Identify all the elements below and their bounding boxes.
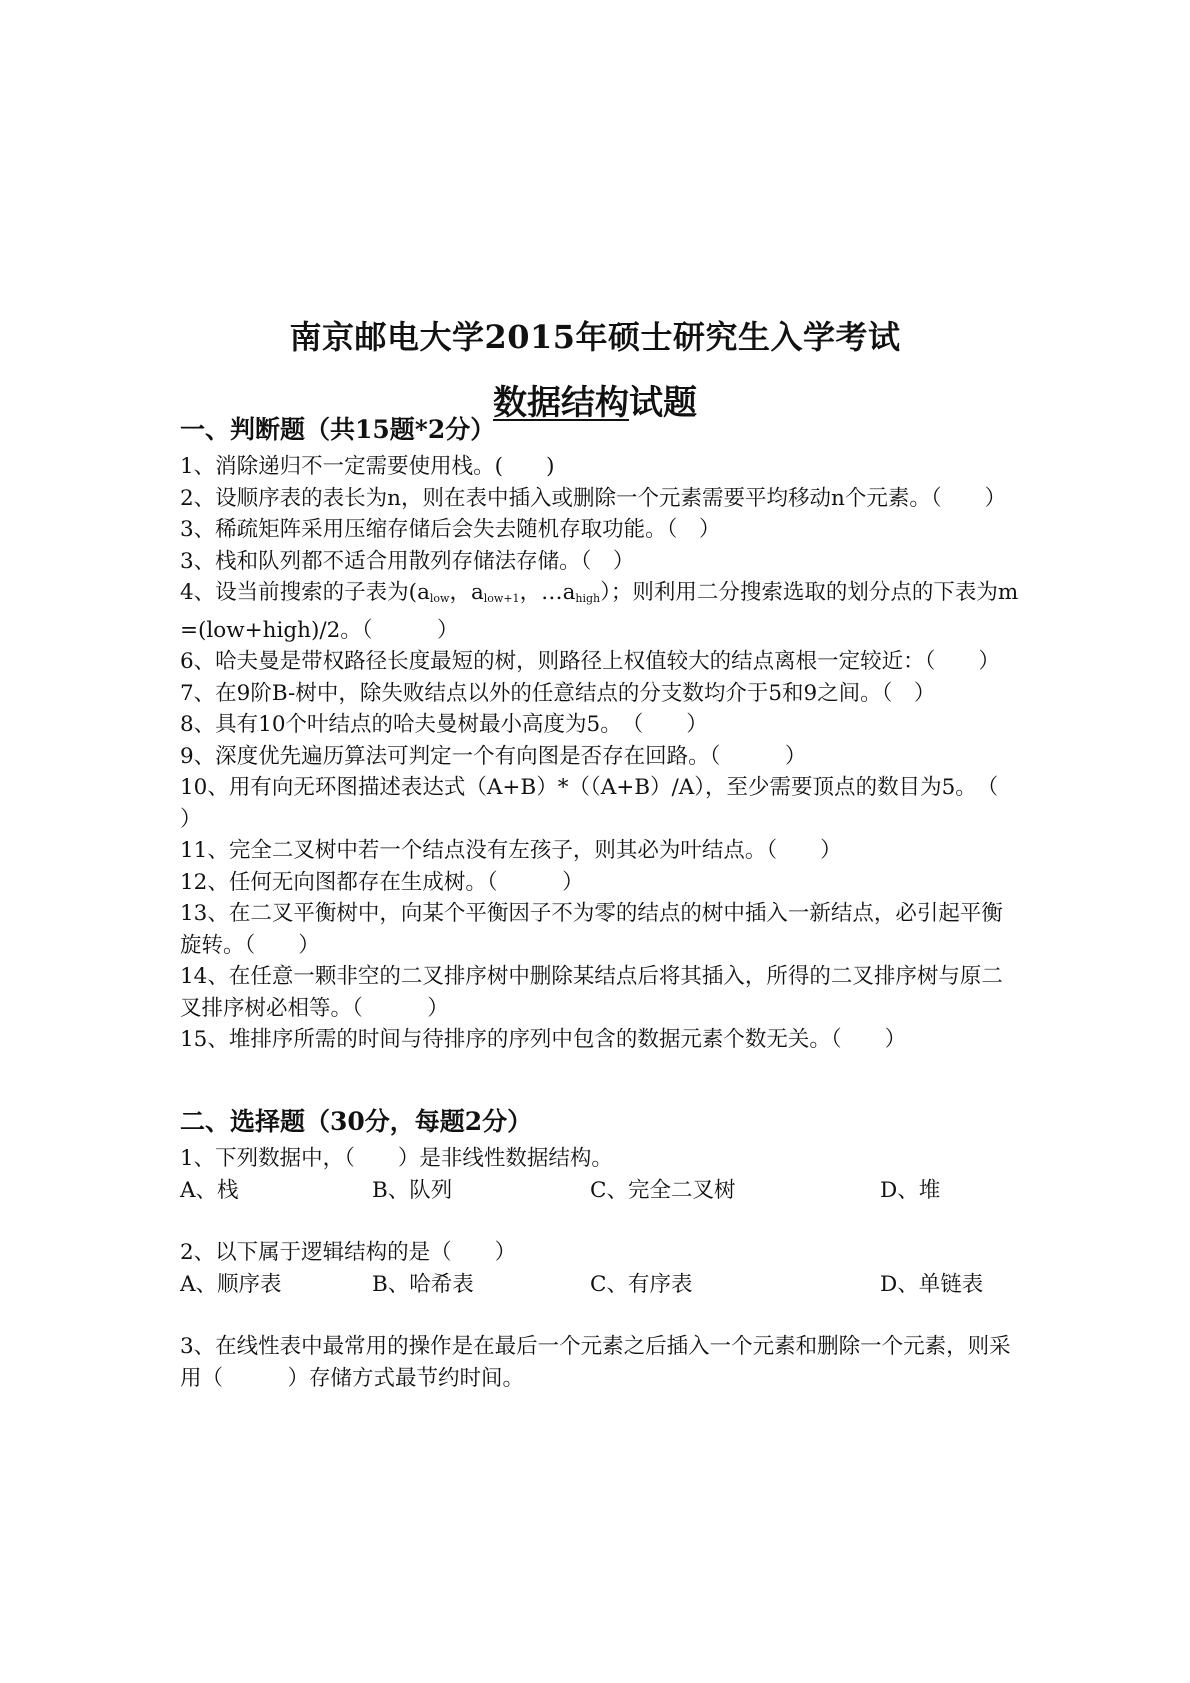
mc-question-stem: 3、在线性表中最常用的操作是在最后一个元素之后插入一个元素和删除一个元素，则采用（ ）存储方式最节约时间。 <box>180 1334 1011 1391</box>
tf-question-2: 2、设顺序表的表长为n，则在表中插入或删除一个元素需要平均移动n个元素。（ ） <box>180 485 1007 511</box>
section-heading-multiple-choice: 二、选择题（30分，每题2分） <box>180 1107 533 1136</box>
mc-option-c: C、有序表 <box>590 1271 693 1297</box>
mc-options <box>180 1175 1020 1207</box>
q4-subscript: low+1 <box>483 592 520 605</box>
q4-text-part: ）；则利用二分搜索选取的划分点的下表为m=(low+high)/2。（ ） <box>180 580 1019 643</box>
q4-subscript: low <box>429 592 450 605</box>
tf-question-15: 15、堆排序所需的时间与待排序的序列中包含的数据元素个数无关。（ ） <box>180 1027 907 1052</box>
tf-question-1: 1、消除递归不一定需要使用栈。( ) <box>180 454 555 479</box>
q4-text-part: ，…a <box>519 580 576 605</box>
tf-question-8: 8、具有10个叶结点的哈夫曼树最小高度为5。 （ ） <box>180 712 708 737</box>
tf-question-13: 13、在二叉平衡树中，向某个平衡因子不为零的结点的树中插入一新结点，必引起平衡旋转。（ ） <box>180 901 1003 958</box>
mc-option-b: B、哈希表 <box>372 1271 474 1297</box>
mc-question-2 <box>180 1237 1020 1301</box>
tf-question-4 <box>180 577 1020 646</box>
tf-question-9: 9、深度优先遍历算法可判定一个有向图是否存在回路。（ ） <box>180 743 807 769</box>
subject-suffix: 试题 <box>629 383 697 423</box>
tf-question-10: 10、用有向无环图描述表达式（A+B）*（（A+B）/A），至少需要顶点的数目为5。 （ ） <box>180 775 1042 832</box>
tf-question-3a: 3、稀疏矩阵采用压缩存储后会失去随机存取功能。（ ） <box>180 517 721 542</box>
exam-title: 南京邮电大学2015年硕士研究生入学考试 <box>289 318 901 356</box>
mc-question-1 <box>180 1143 1020 1207</box>
tf-question-11: 11、完全二叉树中若一个结点没有左孩子，则其必为叶结点。（ ） <box>180 838 842 863</box>
mc-question-stem: 2、以下属于逻辑结构的是（ ） <box>180 1240 517 1265</box>
mc-option-d: D、堆 <box>880 1177 941 1203</box>
tf-question-6: 6、哈夫曼是带权路径长度最短的树，则路径上权值较大的结点离根一定较近：（ ） <box>180 649 1000 674</box>
mc-option-d: D、单链表 <box>880 1271 984 1297</box>
q4-subscript: high <box>575 592 601 605</box>
tf-question-12: 12、任何无向图都存在生成树。（ ） <box>180 869 584 895</box>
mc-option-a: A、栈 <box>180 1177 239 1203</box>
tf-question-14: 14、在任意一颗非空的二叉排序树中删除某结点后将其插入，所得的二叉排序树与原二叉排序树必相等。（ ） <box>180 964 1003 1021</box>
exam-subject-title <box>0 375 1190 424</box>
q4-text-part: 4、设当前搜索的子表为(a <box>180 580 430 605</box>
mc-options <box>180 1269 1020 1301</box>
mc-question-3 <box>180 1331 1020 1394</box>
mc-option-b: B、队列 <box>372 1177 453 1203</box>
subject-name: 数据结构 <box>493 383 629 423</box>
mc-option-a: A、顺序表 <box>180 1271 282 1297</box>
tf-question-3b: 3、栈和队列都不适合用散列存储法存储。（ ） <box>180 548 635 574</box>
true-false-question-list <box>180 451 1042 1056</box>
mc-option-c: C、完全二叉树 <box>590 1177 736 1203</box>
q4-text-part: ，a <box>449 580 484 605</box>
mc-question-stem: 1、下列数据中，（ ）是非线性数据结构。 <box>180 1146 613 1171</box>
tf-question-7: 7、在9阶B-树中，除失败结点以外的任意结点的分支数均介于5和9之间。（ ） <box>180 680 936 706</box>
section-heading-true-false: 一、判断题（共15题*2分） <box>180 415 496 444</box>
